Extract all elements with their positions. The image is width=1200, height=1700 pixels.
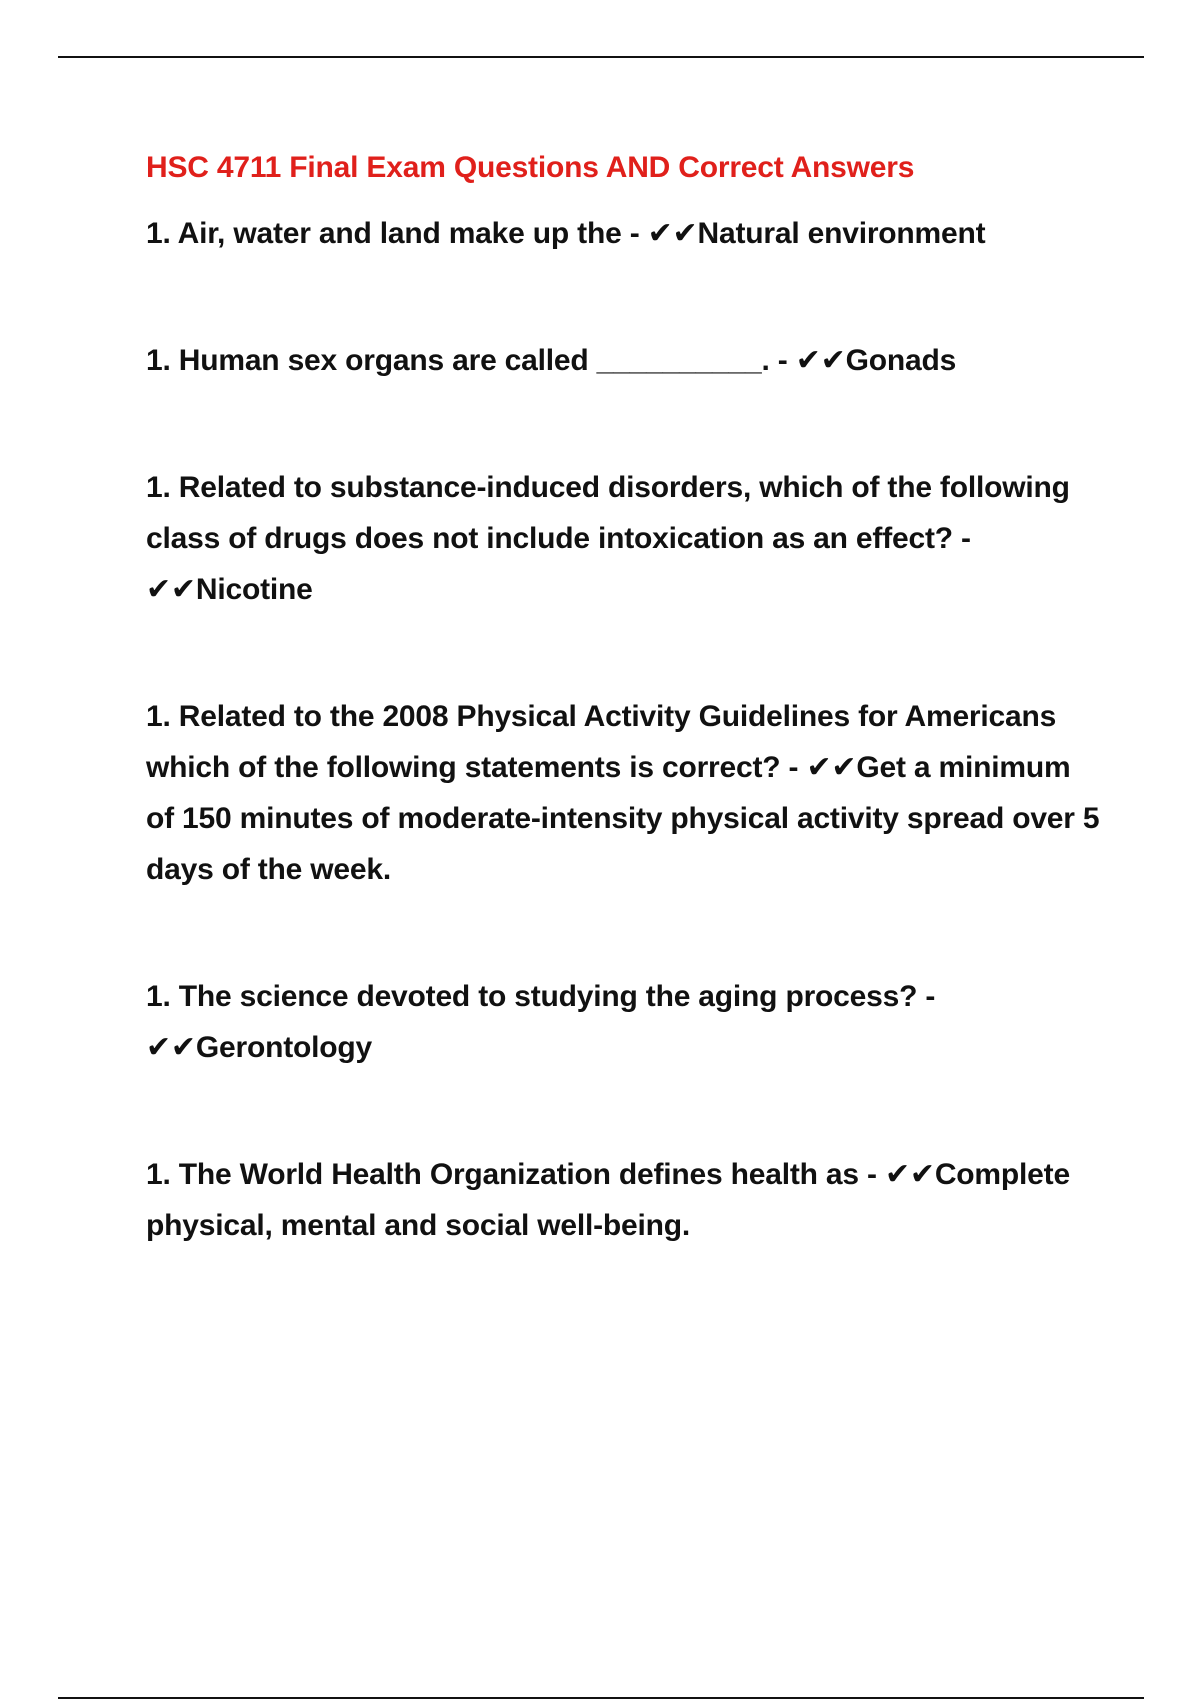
document-body [146,148,1106,1251]
qa-item [146,971,1106,1073]
qa-item [146,691,1106,895]
qa-item [146,462,1106,615]
answer-text: Gerontology [195,1031,373,1064]
answer-text: Complete physical, mental and social well-being. [146,1158,1070,1242]
qa-item [146,1149,1106,1251]
answer-text: Nicotine [195,573,313,606]
question-text: 1. Related to substance-induced disorders, which of the following class of drugs does not include intoxication as an effect? - [146,471,1070,555]
question-text: 1. Air, water and land make up the - [146,217,648,250]
double-check-icon: ✔✔ [647,216,698,251]
double-check-icon: ✔✔ [806,750,857,785]
qa-item [146,208,1106,259]
answer-text: Get a minimum of 150 minutes of moderate-intensity physical activity spread over 5 days of the week. [146,751,1100,886]
footer-rule [58,1697,1144,1699]
header-rule [58,56,1144,58]
double-check-icon: ✔✔ [795,343,846,378]
qa-item [146,335,1106,386]
answer-text: Natural environment [697,217,986,250]
question-text: 1. Related to the 2008 Physical Activity Guidelines for Americans which of the following statements is correct? - [146,700,1057,784]
double-check-icon: ✔✔ [884,1157,935,1192]
question-text: 1. The World Health Organization defines health as - [146,1158,885,1191]
double-check-icon: ✔✔ [146,1030,196,1065]
double-check-icon: ✔✔ [146,572,196,607]
question-text: 1. The science devoted to studying the aging process? - [146,980,936,1013]
answer-text: Gonads [845,344,957,377]
document-title: HSC 4711 Final Exam Questions AND Correct Answers [146,151,915,184]
question-text: 1. Human sex organs are called __________. - [146,344,796,377]
